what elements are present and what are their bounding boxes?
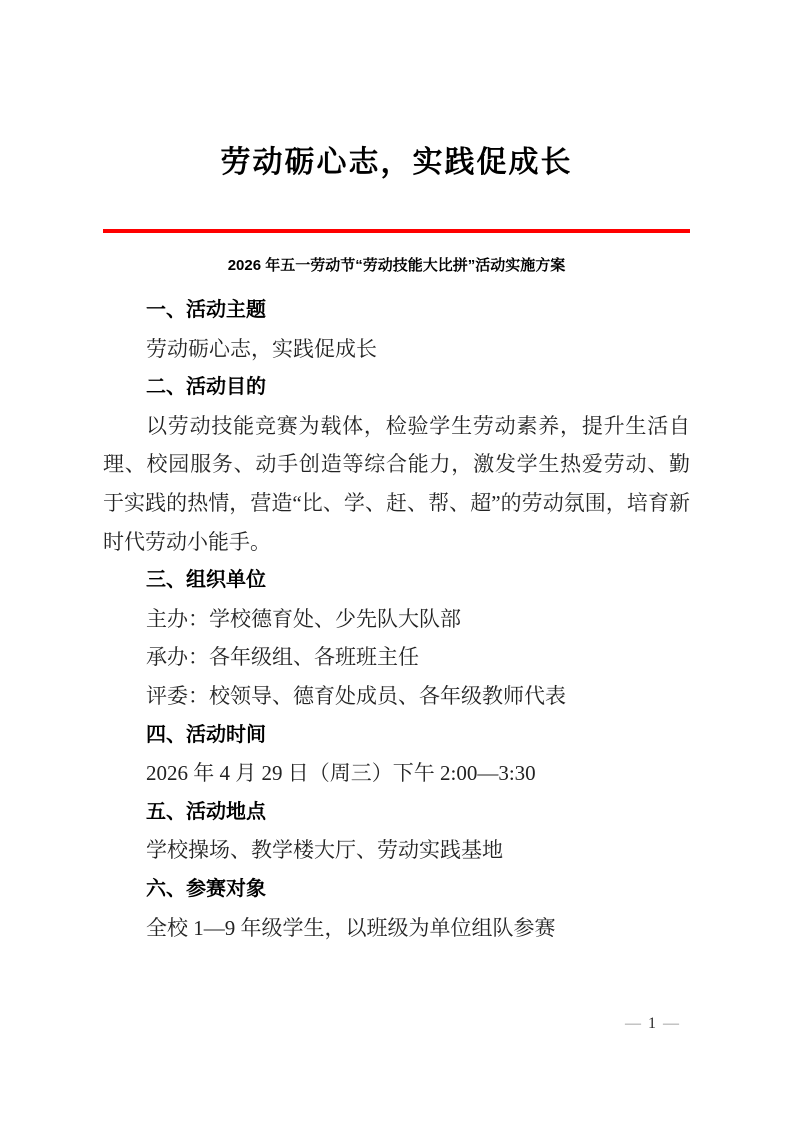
section-heading-5: 五、活动地点 (146, 800, 266, 823)
section-3-paragraph-host: 主办：学校德育处、少先队大队部 (146, 606, 461, 631)
section-heading-2: 二、活动目的 (146, 376, 266, 399)
document-subtitle: 2026 年五一劳动节“劳动技能大比拼”活动实施方案 (227, 257, 566, 274)
section-6-paragraph: 全校 1—9 年级学生，以班级为单位组队参赛 (146, 915, 556, 940)
section-5-paragraph: 学校操场、教学楼大厅、劳动实践基地 (146, 838, 503, 863)
section-heading-4: 四、活动时间 (146, 723, 266, 746)
section-3-paragraph-organizer: 承办：各年级组、各班班主任 (146, 645, 419, 670)
section-heading-6: 六、参赛对象 (146, 877, 266, 900)
page-number (625, 1012, 679, 1036)
page-number-left-dash: — (625, 1015, 641, 1032)
page-number-value: 1 (648, 1015, 656, 1032)
page-number-right-dash: — (663, 1015, 679, 1032)
document-body (103, 291, 690, 947)
title-divider-rule (103, 229, 690, 233)
section-3-paragraph-judges: 评委：校领导、德育处成员、各年级教师代表 (146, 683, 566, 708)
section-heading-3: 三、组织单位 (146, 569, 266, 592)
document-title: 劳动砺心志，实践促成长 (220, 146, 573, 179)
section-4-paragraph: 2026 年 4 月 29 日（周三）下午 2:00—3:30 (146, 761, 536, 786)
section-2-paragraph: 以劳动技能竞赛为载体，检验学生劳动素养，提升生活自理、校园服务、动手创造等综合能力，激发学生热爱劳动、勤于实践的热情，营造“比、学、赶、帮、超”的劳动氛围，培育新时代劳动小能手。 (103, 413, 690, 554)
section-1-paragraph: 劳动砺心志，实践促成长 (146, 336, 377, 361)
section-heading-1: 一、活动主题 (146, 299, 266, 321)
